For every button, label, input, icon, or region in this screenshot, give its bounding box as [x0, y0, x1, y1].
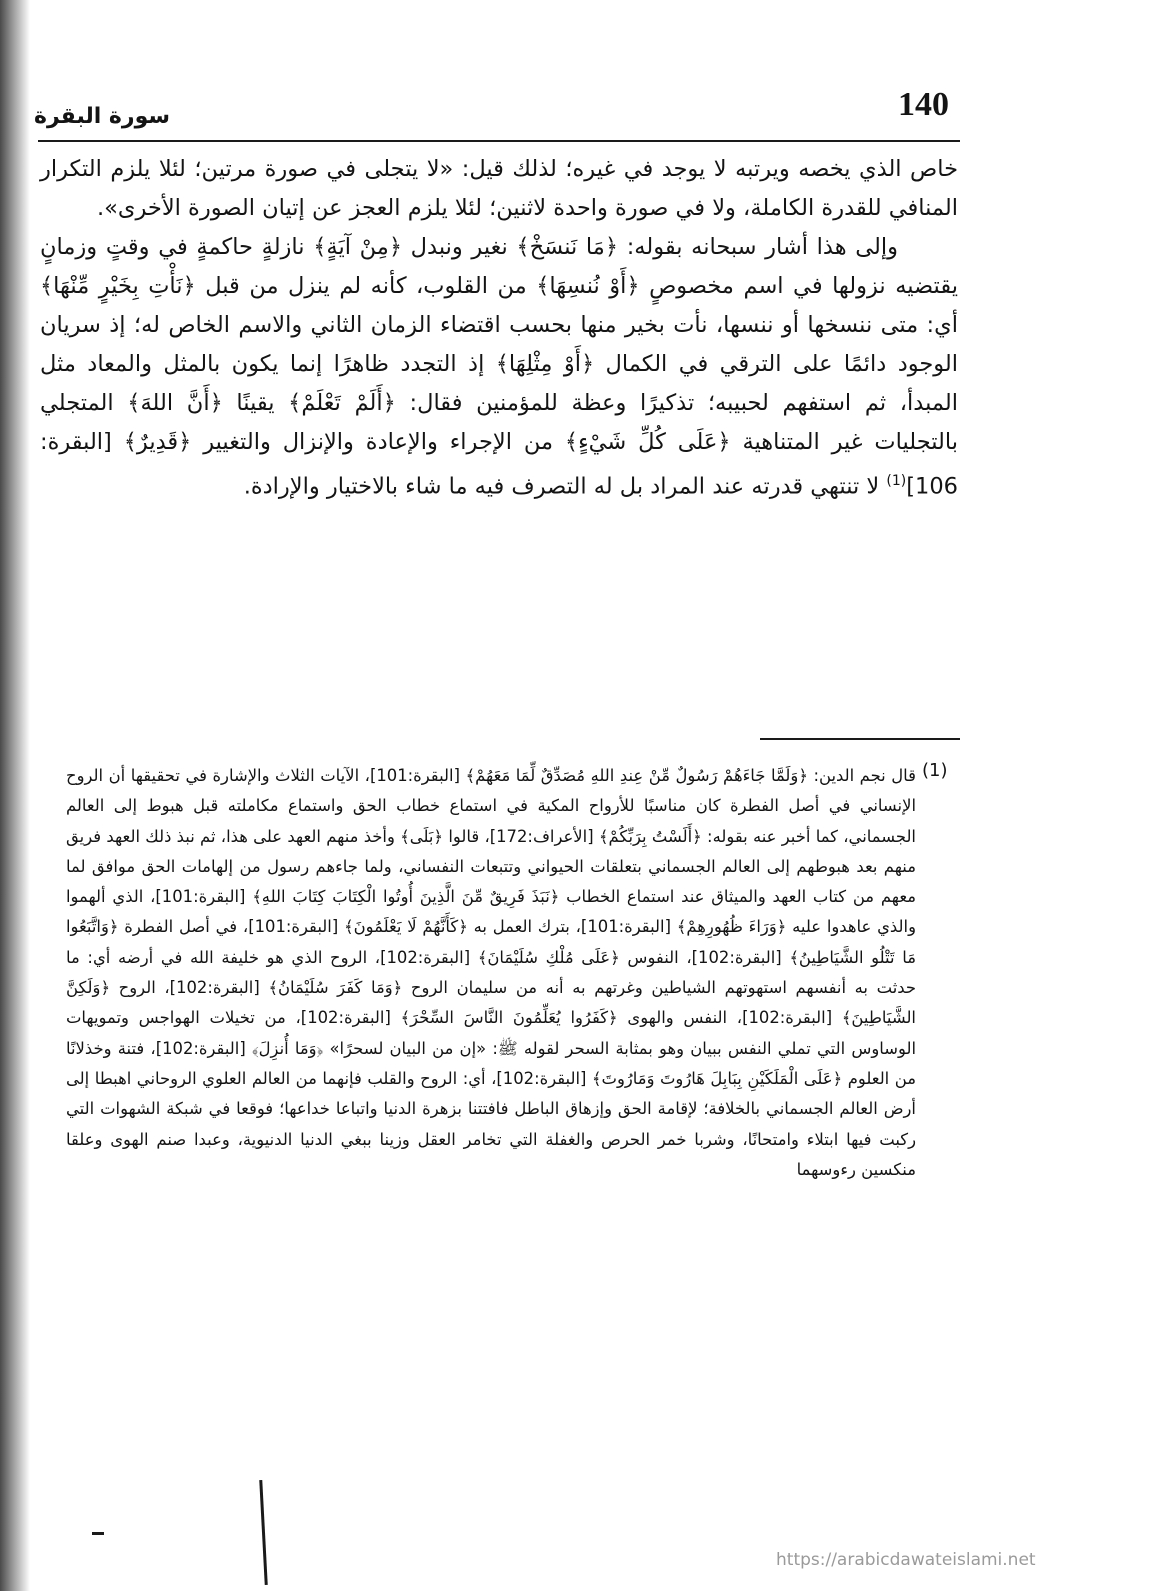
main-paragraph-2-ending: لا تنتهي قدرته عند المراد بل له التصرف فيه ما شاء بالاختيار والإرادة.	[243, 473, 880, 500]
surah-title: سورة البقرة	[33, 104, 170, 129]
footnote-text-block	[66, 761, 916, 1185]
dash-mark	[92, 1532, 104, 1535]
pen-stroke-mark	[259, 1480, 267, 1585]
scan-edge-shadow	[0, 0, 30, 1591]
page-number: 140	[898, 86, 949, 123]
main-paragraph-2-body: وإلى هذا أشار سبحانه بقوله: ﴿مَا نَنسَخْ﴾ نغير ونبدل ﴿مِنْ آيَةٍ﴾ نازلةٍ حاكمةٍ في وقتٍ وزمانٍ يقتضيه نزولها في اسم مخصوصٍ ﴿أَوْ نُنسِهَا﴾ من القلوب، كأنه لم ينزل من قبل ﴿نَأْتِ بِخَيْرٍ مِّنْهَا﴾ أي: متى ننسخها أو ننسها، نأت بخير منها بحسب اقتضاء الزمان الثاني والاسم الخاص له؛ إذ سريان الوجود دائمًا على الترقي في الكمال ﴿أَوْ مِثْلِهَا﴾ إذ التجدد ظاهرًا إنما يكون بالمثل والمعاد مثل المبدأ، ثم استفهم لحبيبه؛ تذكيرًا وعظة للمؤمنين فقال: ﴿أَلَمْ تَعْلَمْ﴾ يقينًا ﴿أَنَّ اللهَ﴾ المتجلي بالتجليات غير المتناهية ﴿عَلَى كُلِّ شَيْءٍ﴾ من الإجراء والإعادة والإنزال والتغيير ﴿قَدِيرٌ﴾ [البقرة: 106]	[40, 234, 958, 500]
main-paragraph-2	[40, 228, 958, 507]
footnote-marker: (1)	[922, 760, 948, 781]
footnote-divider	[760, 738, 960, 740]
watermark-url: https://arabicdawateislami.net	[776, 1550, 1036, 1570]
main-text-block	[40, 150, 958, 507]
main-paragraph-1: خاص الذي يخصه ويرتبه لا يوجد في غيره؛ لذلك قيل: «لا يتجلى في صورة مرتين؛ لئلا يلزم التكرار المنافي للقدرة الكاملة، ولا في صورة واحدة لاثنين؛ لئلا يلزم العجز عن إتيان الصورة الأخرى».	[40, 156, 958, 221]
footnote-paragraph: قال نجم الدين: ﴿وَلَمَّا جَاءَهُمْ رَسُولٌ مِّنْ عِندِ اللهِ مُصَدِّقٌ لِّمَا مَعَهُمْ﴾ [البقرة:101]، الآيات الثلاث والإشارة في تحقيقها أن الروح الإنساني في أصل الفطرة كان مناسبًا للأرواح المكية في استماع خطاب الحق واستماع مكاملته قبل هبوط إلى العالم الجسماني، كما أخبر عنه بقوله: ﴿أَلَسْتُ بِرَبِّكُمْ﴾ [الأعراف:172]، قالوا ﴿بَلَى﴾ وأخذ منهم العهد على هذا، ثم نبذ ذلك العهد فريق منهم بعد هبوطهم إلى العالم الجسماني بتعلقات الحيواني وتتبعات النفساني، ولما جاءهم رسول من إلهامات الحق موافق لما معهم من كتاب العهد والميثاق عند استماع الخطاب ﴿نَبَذَ فَرِيقٌ مِّنَ الَّذِينَ أُوتُوا الْكِتَابَ كِتَابَ اللهِ﴾ [البقرة:101]، الذي ألهموا والذي عاهدوا عليه ﴿وَرَاءَ ظُهُورِهِمْ﴾ [البقرة:101]، بترك العمل به ﴿كَأَنَّهُمْ لَا يَعْلَمُونَ﴾ [البقرة:101]، في أصل الفطرة ﴿وَاتَّبَعُوا مَا تَتْلُو الشَّيَاطِينُ﴾ [البقرة:102]، النفوس ﴿عَلَى مُلْكِ سُلَيْمَانَ﴾ [البقرة:102]، الروح الذي هو خليفة الله في أرضه أي: ما حدثت به أنفسهم استهوتهم الشياطين وغرتهم به أنه من سليمان الروح ﴿وَمَا كَفَرَ سُلَيْمَانُ﴾ [البقرة:102]، الروح ﴿وَلَكِنَّ الشَّيَاطِينَ﴾ [البقرة:102]، النفس والهوى ﴿كَفَرُوا يُعَلِّمُونَ النَّاسَ السِّحْرَ﴾ [البقرة:102]، من تخيلات الهواجس وتمويهات الوساوس التي تملي النفس ببيان وهو بمثابة السحر لقوله ﷺ: «إن من البيان لسحرًا» ﴿وَمَا أُنزِلَ﴾ [البقرة:102]، فتنة وخذلانًا من العلوم ﴿عَلَى الْمَلَكَيْنِ بِبَابِلَ هَارُوتَ وَمَارُوتَ﴾ [البقرة:102]، أي: الروح والقلب فإنهما من العالم العلوي الروحاني اهبطا إلى أرض العالم الجسماني بالخلافة؛ لإقامة الحق وإزهاق الباطل فافتتنا بزهرة الدنيا واتباعا خداعها؛ فوقعا في شبكة الشهوات التي ركبت فيها ابتلاء وامتحانًا، وشربا خمر الحرص والغفلة التي تخامر العقل وزينا ببغي الدنيا الدنيوية، وعبدا صنم الهوى وعلقا منكسين رءوسهما	[66, 766, 917, 1179]
footnote-reference: (1)	[886, 473, 907, 489]
header-divider	[38, 140, 960, 142]
